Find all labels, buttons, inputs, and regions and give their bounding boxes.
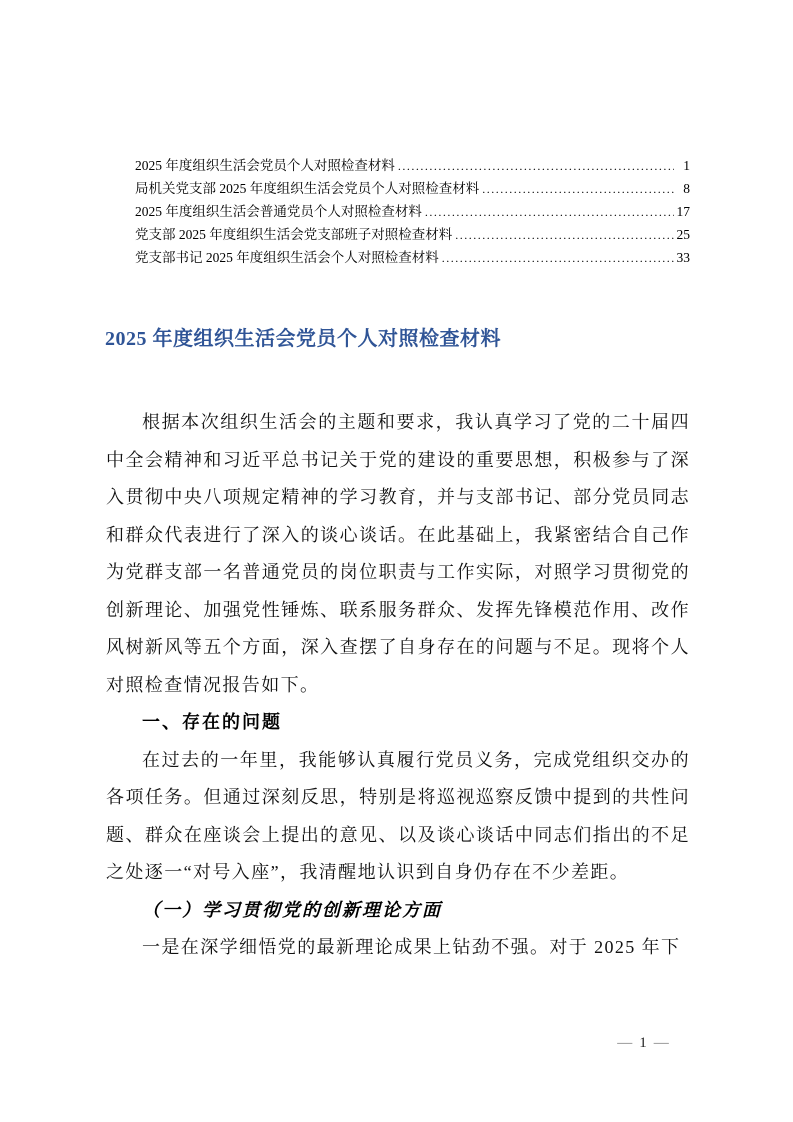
toc-entry-title: 党支部书记 2025 年度组织生活会个人对照检查材料 xyxy=(135,250,439,265)
section-heading-problems: 一、存在的问题 xyxy=(142,712,282,732)
toc-page-number: 1 xyxy=(683,158,690,173)
subsection-heading-theory: （一）学习贯彻党的创新理论方面 xyxy=(142,899,442,920)
toc-dotted-leader xyxy=(482,177,674,201)
toc-entry-title: 党支部 2025 年度组织生活会党支部班子对照检查材料 xyxy=(135,227,453,242)
toc-entry-1[interactable] xyxy=(135,154,690,177)
section1-paragraph: 在过去的一年里，我能够认真履行党员义务，完成党组织交办的各项任务。但通过深刻反思，特别是将巡视巡察反馈中提到的共性问题、群众在座谈会上提出的意见、以及谈心谈话中同志们指出的不足之处逐一“对号入座”，我清醒地认识到自身仍存在不少差距。 xyxy=(106,749,690,882)
footer-right-dash: — xyxy=(653,1035,669,1051)
subsection1-paragraph: 一是在深学细悟党的最新理论成果上钻劲不强。对于 2025 年下 xyxy=(142,937,681,957)
page-number-footer xyxy=(598,1033,688,1053)
table-of-contents xyxy=(135,154,690,269)
toc-dotted-leader xyxy=(398,154,674,178)
toc-entry-3[interactable] xyxy=(135,200,690,223)
toc-entry-title: 2025 年度组织生活会党员个人对照检查材料 xyxy=(135,158,395,173)
toc-entry-title: 2025 年度组织生活会普通党员个人对照检查材料 xyxy=(135,204,422,219)
toc-entry-title: 局机关党支部 2025 年度组织生活会党员个人对照检查材料 xyxy=(135,181,480,196)
footer-left-dash: — xyxy=(617,1035,633,1051)
intro-paragraph: 根据本次组织生活会的主题和要求，我认真学习了党的二十届四中全会精神和习近平总书记关于党的建设的重要思想，积极参与了深入贯彻中央八项规定精神的学习教育，并与支部书记、部分党员同志和群众代表进行了深入的谈心谈话。在此基础上，我紧密结合自己作为党群支部一名普通党员的岗位职责与工作实际，对照学习贯彻党的创新理论、加强党性锤炼、联系服务群众、发挥先锋模范作用、改作风树新风等五个方面，深入查摆了自身存在的问题与不足。现将个人对照检查情况报告如下。 xyxy=(106,412,690,695)
toc-entry-5[interactable] xyxy=(135,246,690,269)
toc-dotted-leader xyxy=(455,223,674,247)
toc-page-number: 8 xyxy=(683,181,690,196)
toc-entry-2[interactable] xyxy=(135,177,690,200)
toc-page-number: 33 xyxy=(676,250,690,265)
document-body xyxy=(106,404,690,967)
toc-page-number: 17 xyxy=(676,204,690,219)
document-title: 2025 年度组织生活会党员个人对照检查材料 xyxy=(105,328,501,350)
toc-page-number: 25 xyxy=(676,227,690,242)
toc-dotted-leader xyxy=(425,200,674,224)
toc-dotted-leader xyxy=(442,246,674,270)
toc-entry-4[interactable] xyxy=(135,223,690,246)
footer-page-number: 1 xyxy=(639,1035,647,1051)
